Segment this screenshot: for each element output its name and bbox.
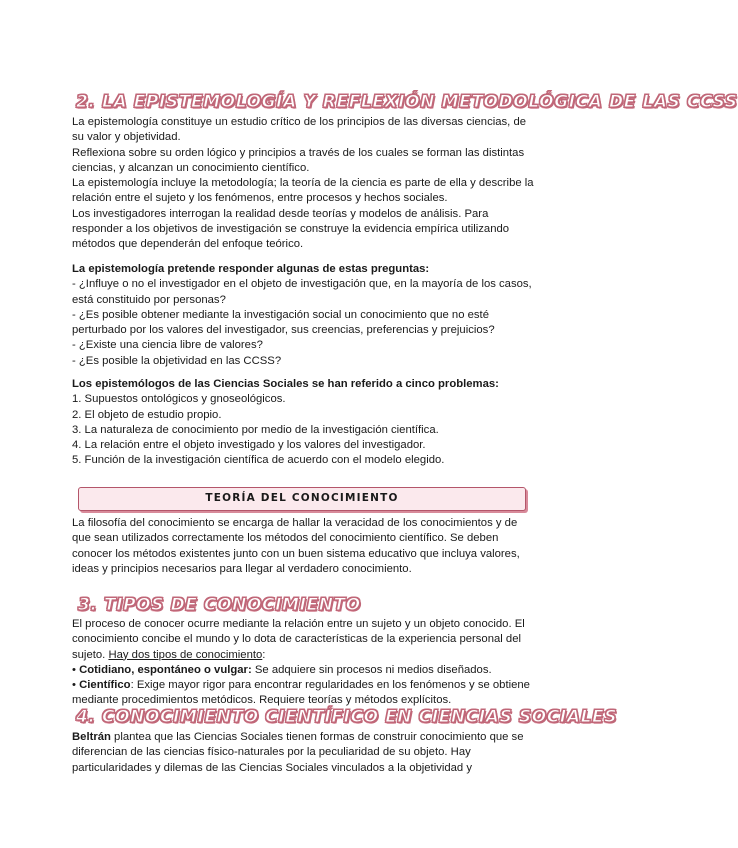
text-line: Los investigadores interrogan la realidad desde teorías y modelos de análisis. Para: [72, 207, 489, 220]
knowledge-type-item: [72, 678, 532, 693]
problem-item: 2. El objeto de estudio propio.: [72, 408, 222, 421]
question-line: - ¿Es posible obtener mediante la investigación social un conocimiento que no esté: [72, 308, 489, 321]
text-line: diferencian de las ciencias físico-naturales por la peculiaridad de su objeto. Hay: [72, 746, 471, 759]
problems-block: [72, 377, 532, 469]
question-line: - ¿Influye o no el investigador en el objeto de investigación que, en la mayoría de los casos,: [72, 278, 532, 291]
problem-item: 5. Función de la investigación científica de acuerdo con el modelo elegido.: [72, 454, 445, 467]
section-3-heading: 3. TIPOS DE CONOCIMIENTO: [78, 595, 361, 615]
knowledge-type-desc: : Exige mayor rigor para encontrar regularidades en los fenómenos y se obtiene: [130, 679, 530, 692]
knowledge-type-item: [72, 663, 532, 678]
text-line: relación entre el sujeto y los fenómenos, entre procesos y hechos sociales.: [72, 192, 448, 205]
text-line: su valor y objetividad.: [72, 131, 181, 144]
problem-item: 4. La relación entre el objeto investigado y los valores del investigador.: [72, 439, 426, 452]
text-fragment: sujeto.: [72, 648, 109, 661]
problems-title: Los epistemólogos de las Ciencias Sociales se han referido a cinco problemas:: [72, 378, 499, 390]
teoria-text: [72, 516, 532, 577]
text-line: La epistemología constituye un estudio crítico de los principios de las diversas ciencias, de: [72, 116, 527, 128]
section-4-text: [72, 730, 532, 776]
text-line: Reflexiona sobre su orden lógico y principios a través de los cuales se forman las distintas: [72, 146, 525, 159]
problem-item: 1. Supuestos ontológicos y gnoseológicos.: [72, 393, 286, 406]
question-line: está constituido por personas?: [72, 293, 226, 306]
text-line: conocer los métodos existentes junto con un buen sistema educativo que incluya valores,: [72, 547, 520, 560]
text-line: La epistemología incluye la metodología; la teoría de la ciencia es parte de ella y describe la: [72, 177, 534, 190]
questions-title: La epistemología pretende responder algunas de estas preguntas:: [72, 263, 430, 275]
text-line: El proceso de conocer ocurre mediante la relación entre un sujeto y un objeto conocido. El: [72, 618, 525, 630]
teoria-banner: [78, 487, 526, 511]
text-line: que sean utilizados correctamente los métodos del conocimiento científico. Se deben: [72, 532, 499, 545]
knowledge-type-name: Científico: [79, 679, 131, 692]
text-line: ideas y principios necesarios para llegar al verdadero conocimiento.: [72, 562, 412, 575]
section-2-intro: [72, 115, 532, 253]
section-4-heading: 4. CONOCIMIENTO CIENTÍFICO EN CIENCIAS SOCIALES: [76, 707, 618, 727]
text-line: ciencias, y alcanzan un conocimiento científico.: [72, 161, 310, 174]
text-line: particularidades y dilemas de las Ciencias Sociales vinculados a la objetividad y: [72, 761, 472, 774]
text-line: responder a los objetivos de investigación se construye la evidencia empírica utilizando: [72, 223, 510, 236]
author-name: Beltrán: [72, 731, 111, 743]
text-line: conocimiento concibe el mundo y lo dota de características de la experiencia personal del: [72, 633, 521, 646]
section-3-text: [72, 617, 532, 709]
text-fragment: plantea que las Ciencias Sociales tienen formas de construir conocimiento que se: [110, 731, 524, 743]
question-line: - ¿Es posible la objetividad en las CCSS?: [72, 354, 282, 367]
text-line: métodos que dependerán del enfoque teórico.: [72, 238, 304, 251]
questions-block: [72, 262, 532, 369]
section-2-heading: 2. LA EPISTEMOLOGÍA Y REFLEXIÓN METODOLÓGICA DE LAS CCSS: [76, 92, 738, 112]
types-underlined: Hay dos tipos de conocimiento: [108, 648, 263, 661]
bullet: •: [72, 663, 76, 676]
text-line: La filosofía del conocimiento se encarga de hallar la veracidad de los conocimientos y de: [72, 517, 518, 529]
text-line: [72, 648, 532, 663]
knowledge-type-name: Cotidiano, espontáneo o vulgar:: [79, 663, 252, 676]
question-line: perturbado por los valores del investigador, sus creencias, preferencias y prejuicios?: [72, 324, 495, 337]
text-line: mediante procedimientos metódicos. Requiere teorías y métodos explícitos.: [72, 694, 452, 707]
question-line: - ¿Existe una ciencia libre de valores?: [72, 339, 263, 352]
bullet: •: [72, 679, 76, 692]
teoria-banner-label: TEORÍA DEL CONOCIMIENTO: [205, 492, 399, 504]
text-line: [72, 730, 532, 745]
knowledge-type-desc: Se adquiere sin procesos ni medios diseñados.: [251, 663, 492, 676]
problem-item: 3. La naturaleza de conocimiento por medio de la investigación científica.: [72, 423, 439, 436]
text-fragment: :: [262, 648, 266, 661]
